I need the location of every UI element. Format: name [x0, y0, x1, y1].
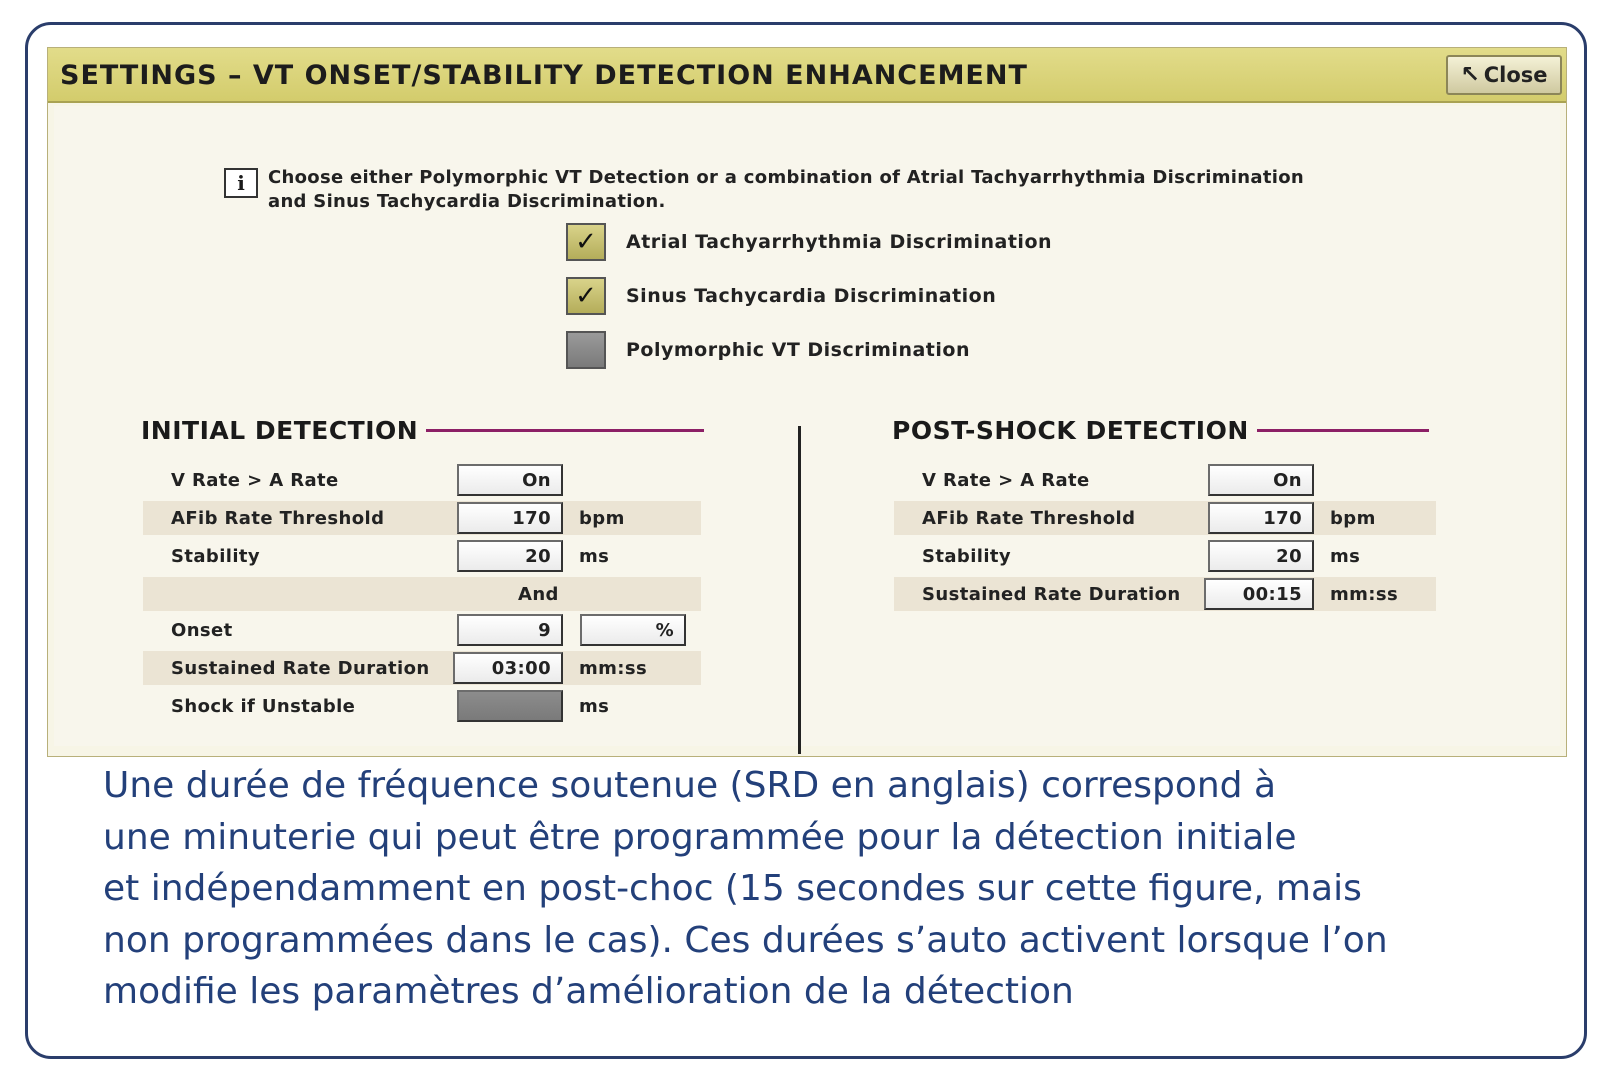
initial-afib-field[interactable]: 170 — [457, 502, 563, 534]
caption-line-1: Une durée de fréquence soutenue (SRD en anglais) correspond à — [103, 765, 1277, 806]
initial-afib-label: AFib Rate Threshold — [171, 507, 385, 529]
initial-stability-label: Stability — [171, 545, 261, 567]
postshock-vrate-row — [894, 463, 1436, 497]
atrial-tachy-label: Atrial Tachyarrhythmia Discrimination — [626, 231, 1053, 253]
initial-shock-label: Shock if Unstable — [171, 695, 356, 717]
initial-vrate-label: V Rate > A Rate — [171, 469, 339, 491]
initial-stability-row — [143, 539, 701, 573]
initial-srd-row — [143, 651, 701, 685]
postshock-stability-row — [894, 539, 1436, 573]
postshock-detection-title: POST-SHOCK DETECTION — [892, 416, 1249, 445]
postshock-afib-label: AFib Rate Threshold — [922, 507, 1136, 529]
title-bar — [48, 48, 1566, 103]
window-title: SETTINGS – VT ONSET/STABILITY DETECTION ENHANCEMENT — [60, 60, 1028, 91]
settings-panel — [54, 106, 1560, 746]
initial-and-label: And — [518, 583, 559, 605]
postshock-stability-unit: ms — [1330, 545, 1361, 567]
initial-onset-unit-field[interactable]: % — [580, 614, 686, 646]
postshock-vrate-label: V Rate > A Rate — [922, 469, 1090, 491]
sinus-tachy-checkbox[interactable]: ✓ — [566, 277, 606, 315]
postshock-detection-header — [892, 416, 1429, 445]
initial-shock-field[interactable] — [457, 690, 563, 722]
close-arrow-icon: ↖ — [1460, 62, 1480, 88]
initial-detection-title: INITIAL DETECTION — [141, 416, 419, 445]
caption-line-3: et indépendamment en post-choc (15 secondes sur cette figure, mais — [103, 868, 1362, 909]
postshock-afib-unit: bpm — [1330, 507, 1376, 529]
postshock-afib-row — [894, 501, 1436, 535]
postshock-srd-field[interactable]: 00:15 — [1204, 578, 1314, 610]
initial-stability-unit: ms — [579, 545, 610, 567]
postshock-vrate-field[interactable]: On — [1208, 464, 1314, 496]
atrial-tachy-checkbox[interactable]: ✓ — [566, 223, 606, 261]
postshock-srd-unit: mm:ss — [1330, 583, 1399, 605]
postshock-srd-label: Sustained Rate Duration — [922, 583, 1181, 605]
figure-caption — [103, 760, 1543, 1018]
close-button[interactable] — [1446, 55, 1562, 95]
section-divider — [798, 426, 801, 754]
initial-shock-row — [143, 689, 701, 723]
initial-detection-header — [141, 416, 704, 445]
initial-stability-field[interactable]: 20 — [457, 540, 563, 572]
info-icon: i — [224, 168, 258, 198]
info-message — [224, 166, 1304, 214]
info-text — [268, 166, 1304, 214]
initial-onset-row — [143, 613, 701, 647]
polymorphic-vt-checkbox[interactable] — [566, 331, 606, 369]
initial-onset-field[interactable]: 9 — [457, 614, 563, 646]
initial-srd-label: Sustained Rate Duration — [171, 657, 430, 679]
close-label: Close — [1483, 63, 1548, 87]
checkbox-row-atrial[interactable] — [566, 223, 1052, 261]
postshock-stability-field[interactable]: 20 — [1208, 540, 1314, 572]
initial-vrate-row — [143, 463, 701, 497]
polymorphic-vt-label: Polymorphic VT Discrimination — [626, 339, 970, 361]
postshock-heading-rule — [1257, 429, 1429, 432]
checkbox-row-sinus[interactable] — [566, 277, 996, 315]
checkbox-row-polymorphic[interactable] — [566, 331, 970, 369]
settings-window — [47, 47, 1567, 757]
postshock-afib-field[interactable]: 170 — [1208, 502, 1314, 534]
postshock-stability-label: Stability — [922, 545, 1012, 567]
initial-shock-unit: ms — [579, 695, 610, 717]
initial-and-row — [143, 577, 701, 611]
initial-afib-row — [143, 501, 701, 535]
initial-srd-field[interactable]: 03:00 — [453, 652, 563, 684]
caption-line-4: non programmées dans le cas). Ces durées s’auto activent lorsque l’on — [103, 919, 1388, 961]
initial-onset-label: Onset — [171, 619, 233, 641]
info-line-2: and Sinus Tachycardia Discrimination. — [268, 191, 666, 212]
postshock-srd-row — [894, 577, 1436, 611]
info-line-1: Choose either Polymorphic VT Detection or a combination of Atrial Tachyarrhythmia Discrimination — [268, 167, 1304, 188]
initial-srd-unit: mm:ss — [579, 657, 648, 679]
initial-vrate-field[interactable]: On — [457, 464, 563, 496]
caption-line-2: une minuterie qui peut être programmée pour la détection initiale — [103, 816, 1297, 858]
initial-afib-unit: bpm — [579, 507, 625, 529]
initial-heading-rule — [426, 429, 704, 432]
caption-line-5: modifie les paramètres d’amélioration de la détection — [103, 971, 1074, 1012]
sinus-tachy-label: Sinus Tachycardia Discrimination — [626, 285, 997, 307]
